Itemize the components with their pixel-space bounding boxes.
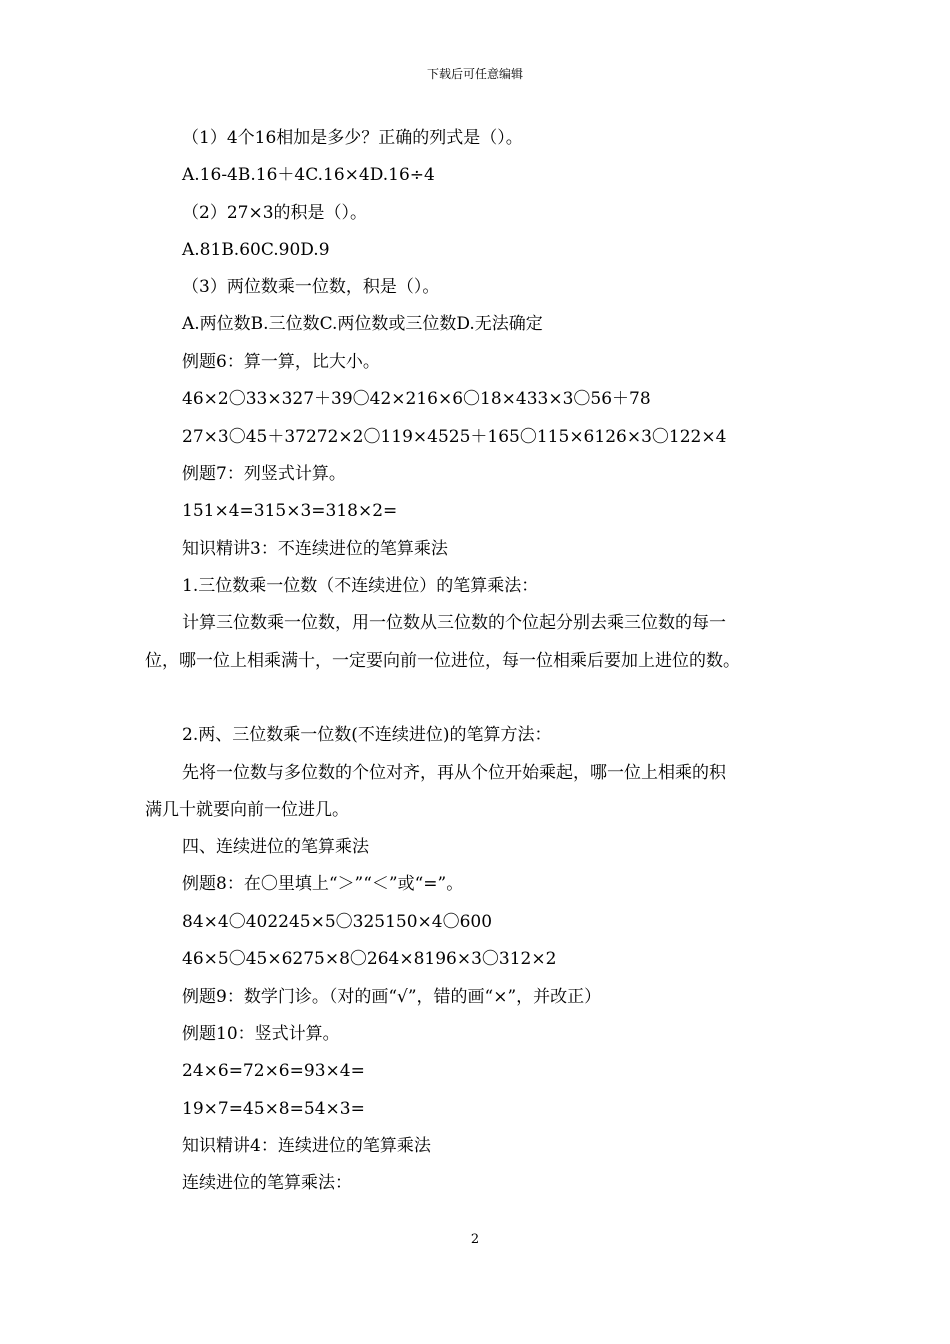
section-1-paragraph-line-1: 计算三位数乘一位数，用一位数从三位数的个位起分别去乘三位数的每一 (182, 613, 726, 633)
section-2-paragraph-line-2: 满几十就要向前一位进几。 (145, 800, 349, 820)
example-6-row-1: 46×2〇33×327＋39〇42×216×6〇18×433×3〇56＋78 (182, 389, 651, 409)
question-1: （1）4个16相加是多少？正确的列式是（）。 (182, 128, 523, 148)
knowledge-4-title: 知识精讲4：连续进位的笔算乘法 (182, 1136, 431, 1156)
knowledge-3-title: 知识精讲3：不连续进位的笔算乘法 (182, 539, 448, 559)
example-8-row-2: 46×5〇45×6275×8〇264×8196×3〇312×2 (182, 949, 557, 969)
question-2: （2）27×3的积是（）。 (182, 203, 368, 223)
example-10-title: 例题10：竖式计算。 (182, 1024, 340, 1044)
section-1-paragraph-line-2: 位，哪一位上相乘满十，一定要向前一位进位，每一位相乘后要加上进位的数。 (145, 651, 740, 671)
section-1-heading: 1.三位数乘一位数（不连续进位）的笔算乘法： (182, 576, 539, 596)
question-3-options: A.两位数B.三位数C.两位数或三位数D.无法确定 (182, 314, 543, 334)
page-number: 2 (470, 1232, 480, 1247)
example-6-row-2: 27×3〇45＋37272×2〇119×4525＋165〇115×6126×3〇122×4 (182, 427, 727, 447)
section-2-paragraph-line-1: 先将一位数与多位数的个位对齐，再从个位开始乘起，哪一位上相乘的积 (182, 763, 726, 783)
example-10-row-1: 24×6=72×6=93×4= (182, 1061, 365, 1081)
example-8-title: 例题8：在〇里填上“＞”“＜”或“=”。 (182, 874, 464, 894)
example-9-title: 例题9：数学门诊。（对的画“√”，错的画“×”，并改正） (182, 987, 602, 1007)
page-header: 下载后可任意编辑 (426, 67, 523, 81)
question-2-options: A.81B.60C.90D.9 (182, 240, 330, 260)
knowledge-4-subheading: 连续进位的笔算乘法： (182, 1173, 352, 1193)
example-7-title: 例题7：列竖式计算。 (182, 464, 346, 484)
question-1-options: A.16-4B.16＋4C.16×4D.16÷4 (182, 165, 435, 185)
question-3: （3）两位数乘一位数，积是（）。 (182, 277, 440, 297)
example-7-problems: 151×4=315×3=318×2= (182, 501, 398, 521)
example-6-title: 例题6：算一算，比大小。 (182, 352, 380, 372)
section-4-heading: 四、连续进位的笔算乘法 (182, 837, 369, 857)
example-10-row-2: 19×7=45×8=54×3= (182, 1099, 365, 1119)
section-2-heading: 2.两、三位数乘一位数(不连续进位)的笔算方法： (182, 725, 552, 745)
example-8-row-1: 84×4〇402245×5〇325150×4〇600 (182, 912, 493, 932)
